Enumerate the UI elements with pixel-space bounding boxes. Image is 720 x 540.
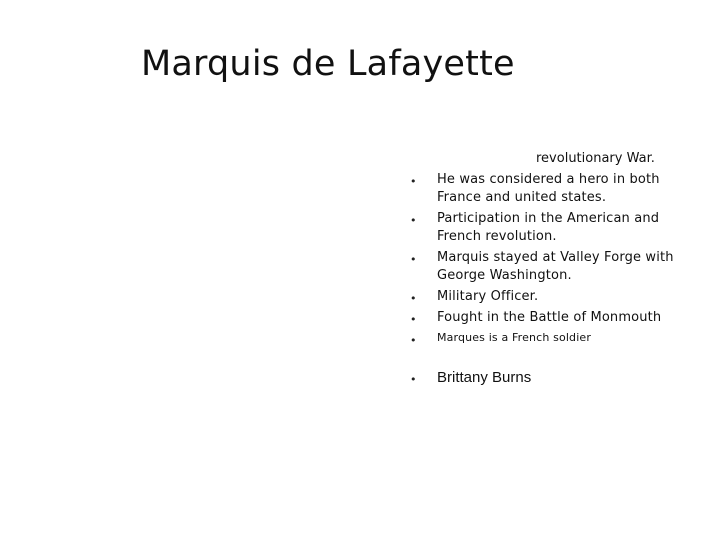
intro-text-fragment: revolutionary War. bbox=[536, 151, 655, 166]
bullet-item-revolution: Participation in the American and French revolution. bbox=[437, 211, 660, 244]
bullet-item-monmouth: Fought in the Battle of Monmouth bbox=[437, 310, 662, 325]
slide-title: Marquis de Lafayette bbox=[141, 44, 515, 84]
bullet-marker: • bbox=[410, 253, 417, 266]
bullet-marker: • bbox=[410, 373, 417, 386]
bullet-item-military-officer: Military Officer. bbox=[437, 289, 539, 304]
bullet-item-hero: He was considered a hero in both France and united states. bbox=[437, 172, 660, 205]
bullet-item-valley-forge: Marquis stayed at Valley Forge with George Washington. bbox=[437, 250, 674, 283]
bullet-marker: • bbox=[410, 313, 417, 326]
bullet-item-author: Brittany Burns bbox=[437, 369, 532, 386]
bullet-marker: • bbox=[410, 175, 417, 188]
bullet-marker: • bbox=[410, 214, 417, 227]
bullet-marker: • bbox=[410, 292, 417, 305]
bullet-item-french-soldier: Marques is a French soldier bbox=[437, 331, 591, 344]
bullet-marker: • bbox=[410, 334, 417, 347]
